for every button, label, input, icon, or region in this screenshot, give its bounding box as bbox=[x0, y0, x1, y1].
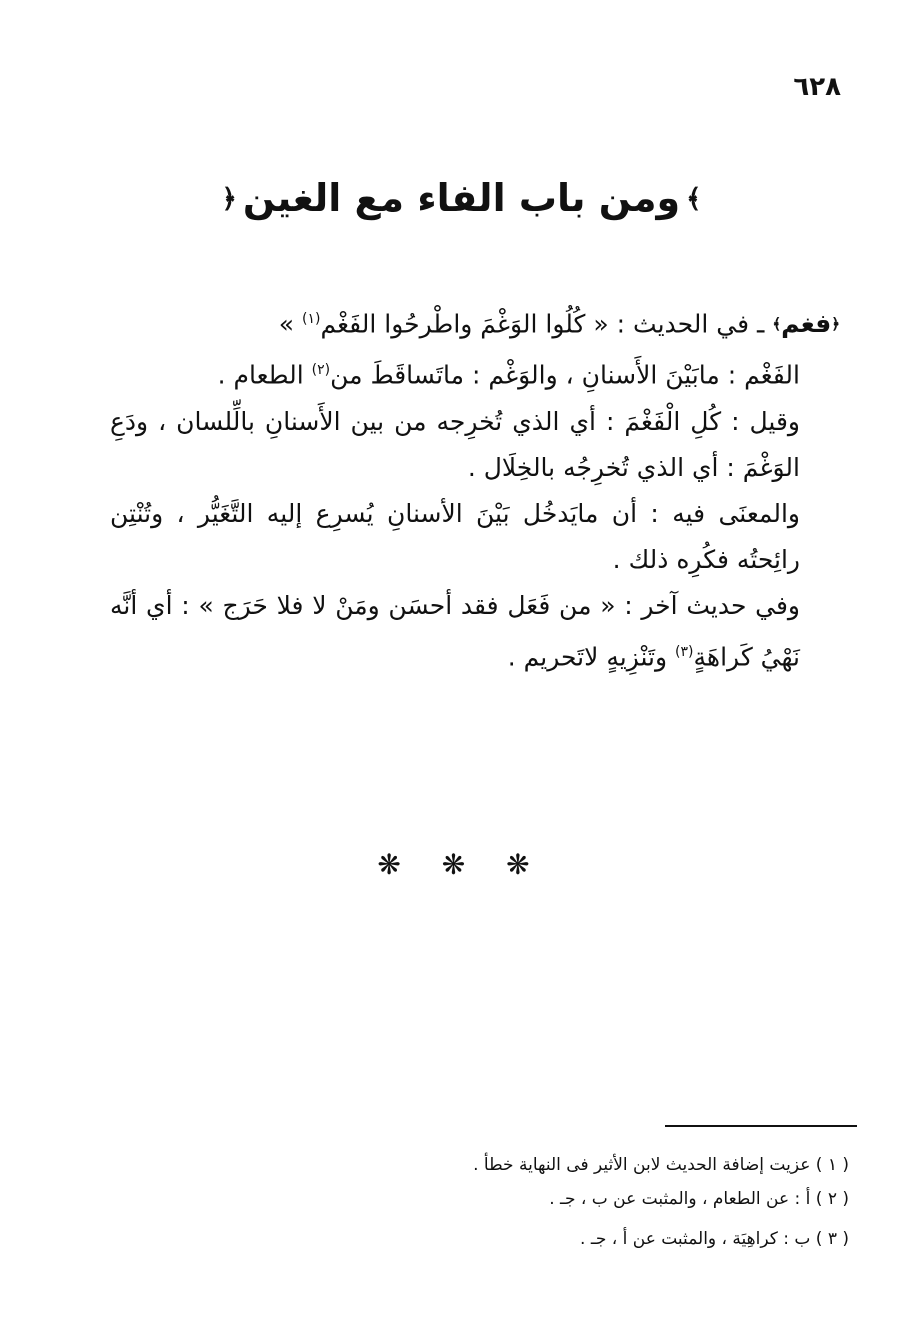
footnote-1: ( ١ ) عزيت إضافة الحديث لابن الأثير فى النهاية خطأ . bbox=[473, 1155, 849, 1175]
entry-first-line bbox=[110, 296, 840, 347]
footnote-ref-3: (٣) bbox=[675, 643, 694, 660]
alternate-explanation: وقيل : كُلِ الْفَغْمَ : أي الذي تُخرِجه من بين الأَسنانِ بالِّلسان ، ودَعِ الوَغْمَ : أي الذي تُخرِجُه بالخِلَال . bbox=[110, 406, 800, 482]
other-hadith-text: وفي حديث آخر : « من فَعَل فقد أحسَن ومَنْ لا فلا حَرَج » : أي أنَّه نَهْيُ كَراهَةٍ bbox=[110, 590, 800, 671]
headword-ornament-open: ﴿ bbox=[831, 315, 840, 334]
chapter-title-text: ومن باب الفاء مع الغين bbox=[242, 176, 681, 220]
headword-text: فغم bbox=[781, 309, 832, 339]
entry-body bbox=[110, 296, 840, 680]
footnote-ref-1: (١) bbox=[301, 311, 321, 327]
section-separator: ❋ ❋ ❋ bbox=[377, 848, 546, 881]
entry-headword bbox=[772, 309, 840, 338]
meaning-paragraph: والمعنَى فيه : أن مايَدخُل بَيْنَ الأسنانِ يُسرِع إليه التَّغَيُّر ، وتُنْتِن رائِحتُه فكُرِه ذلك . bbox=[110, 498, 800, 574]
chapter-title bbox=[0, 176, 923, 220]
footnote-2: ( ٢ ) أ : عن الطعام ، والمثبت عن ب ، جـ . bbox=[549, 1189, 849, 1209]
chapter-ornament-close: ﴿ bbox=[221, 184, 237, 214]
footnote-ref-2: (٢) bbox=[311, 362, 331, 379]
other-hadith-end: وتَنْزِيهٍ لاتَحريم . bbox=[507, 641, 676, 671]
entry-intro: ـ في الحديث : « كُلُوا الوَغْمَ واطْرحُوا الفَغْم bbox=[320, 309, 765, 339]
page-number: ٦٢٨ bbox=[793, 72, 841, 102]
chapter-ornament-open: ﴾ bbox=[686, 184, 702, 214]
definition-text: الفَغْم : مابَيْنَ الأَسنانِ ، والوَغْم : ماتَساقَطَ من bbox=[330, 360, 800, 390]
footnote-divider bbox=[665, 1125, 857, 1127]
headword-ornament-close: ﴾ bbox=[772, 315, 782, 334]
entry-intro-end: » bbox=[278, 309, 302, 339]
definition-line bbox=[110, 347, 840, 398]
other-hadith-paragraph bbox=[110, 583, 840, 680]
footnote-3: ( ٣ ) ب : كراهِيَة ، والمثبت عن أ ، جـ . bbox=[580, 1229, 849, 1249]
definition-text-end: الطعام . bbox=[217, 360, 312, 390]
footnotes bbox=[149, 1148, 849, 1256]
